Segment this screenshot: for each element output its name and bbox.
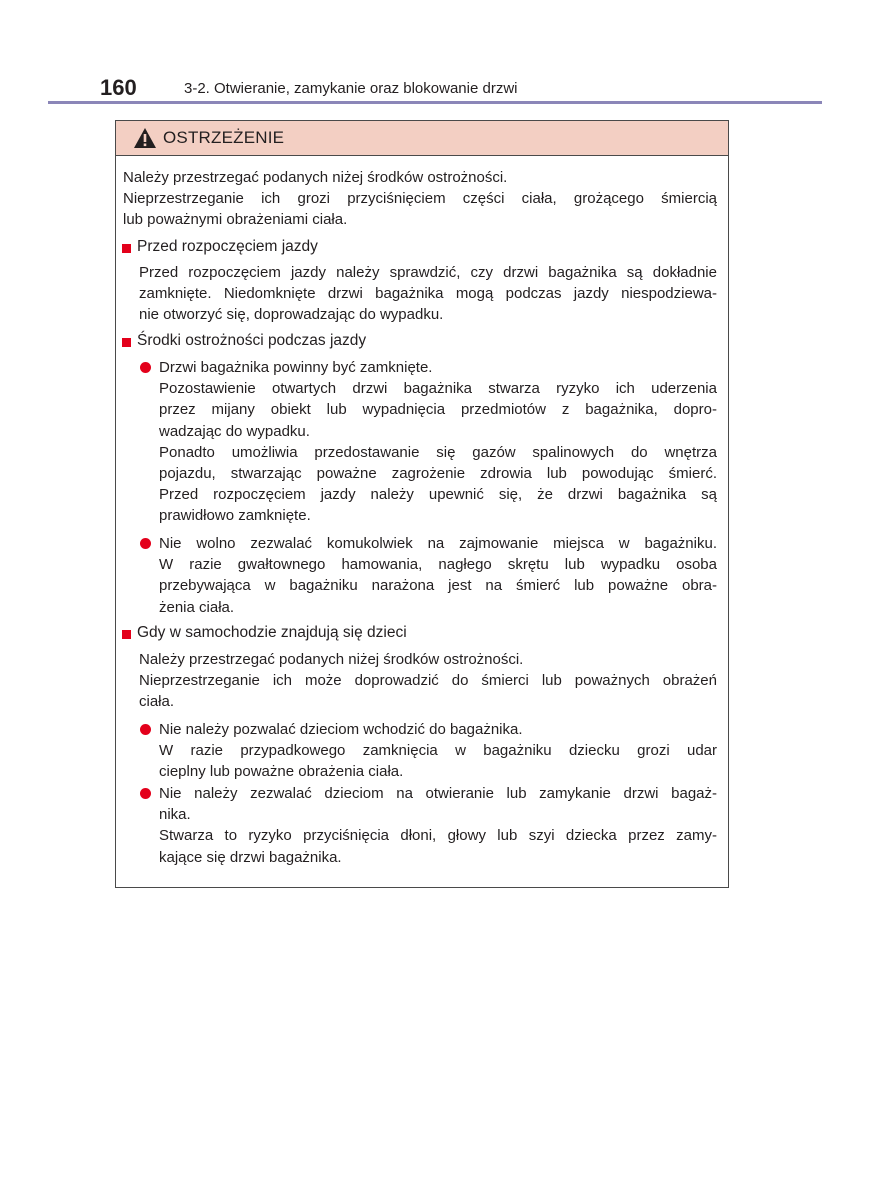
section-text — [139, 649, 717, 713]
text-line: przebywająca w bagażniku narażona jest na śmierć lub poważne obra- — [159, 577, 717, 595]
text-line: pojazdu, stwarzając poważne zagrożenie zdrowia lub powodując śmierć. — [159, 465, 717, 483]
bullet-item — [159, 357, 717, 527]
bullet-item — [159, 719, 717, 783]
text-line: Nie należy pozwalać dzieciom wchodzić do bagażnika. — [159, 721, 523, 738]
section-marker-icon — [122, 244, 131, 253]
text-line: nie otworzyć się, doprowadzając do wypadku. — [139, 306, 444, 324]
text-line: nika. — [159, 806, 191, 824]
bullet-dot-icon — [140, 788, 151, 799]
text-line: zamknięte. Niedomknięte drzwi bagażnika mogą podczas jazdy niespodziewa- — [139, 285, 717, 303]
text-line: ciała. — [139, 693, 175, 711]
page-header — [100, 74, 822, 104]
text-line: przez mijany obiekt lub wypadnięcia przedmiotów z bagażnika, dopro- — [159, 401, 717, 419]
text-line: Ponadto umożliwia przedostawanie się gazów spalinowych do wnętrza — [159, 443, 717, 461]
intro-line: Nieprzestrzeganie ich grozi przyciśnięciem części ciała, grożącego śmiercią — [123, 190, 717, 208]
text-line: W razie przypadkowego zamknięcia w bagażniku dziecku grozi udar — [159, 742, 717, 760]
section-marker-icon — [122, 338, 131, 347]
warning-box — [115, 120, 729, 888]
section-heading: Przed rozpoczęciem jazdy — [137, 238, 318, 255]
text-line: kające się drzwi bagażnika. — [159, 848, 342, 866]
text-line: żenia ciała. — [159, 598, 235, 616]
text-line: cieplny lub poważne obrażenia ciała. — [159, 763, 404, 781]
bullet-dot-icon — [140, 362, 151, 373]
section-text — [139, 262, 717, 326]
intro-line: Należy przestrzegać podanych niżej środków ostrożności. — [123, 169, 508, 186]
header-rule — [48, 101, 822, 104]
text-line: Stwarza to ryzyko przyciśnięcia dłoni, głowy lub szyi dziecka przez zamy- — [159, 827, 717, 845]
bullet-item — [159, 533, 717, 618]
bullet-item — [159, 783, 717, 868]
page-number: 160 — [100, 75, 137, 100]
bullet-dot-icon — [140, 724, 151, 735]
bullet-dot-icon — [140, 538, 151, 549]
text-line: Nieprzestrzeganie ich może doprowadzić do śmierci lub poważnych obrażeń — [139, 672, 717, 690]
text-line: Przed rozpoczęciem jazdy należy upewnić się, że drzwi bagażnika są — [159, 486, 717, 504]
warning-triangle-icon — [133, 127, 157, 149]
text-line: Należy przestrzegać podanych niżej środków ostrożności. — [139, 651, 524, 668]
intro-line: lub poważnymi obrażeniami ciała. — [123, 211, 348, 229]
text-line: prawidłowo zamknięte. — [159, 507, 311, 525]
text-line: W razie gwałtownego hamowania, nagłego skrętu lub wypadku osoba — [159, 556, 717, 574]
warning-intro — [123, 167, 717, 231]
text-line: wadzając do wypadku. — [159, 422, 310, 440]
warning-title: OSTRZEŻENIE — [163, 128, 285, 147]
text-line: Pozostawienie otwartych drzwi bagażnika stwarza ryzyko ich uderzenia — [159, 380, 717, 398]
text-line: Przed rozpoczęciem jazdy należy sprawdzić, czy drzwi bagażnika są dokładnie — [139, 264, 717, 281]
text-line: Nie wolno zezwalać komukolwiek na zajmowanie miejsca w bagażniku. — [159, 535, 717, 552]
section-marker-icon — [122, 630, 131, 639]
text-line: Drzwi bagażnika powinny być zamknięte. — [159, 359, 433, 376]
warning-header — [116, 121, 728, 156]
text-line: Nie należy zezwalać dzieciom na otwieranie lub zamykanie drzwi bagaż- — [159, 785, 717, 802]
section-heading: Środki ostrożności podczas jazdy — [137, 332, 367, 349]
section-heading: Gdy w samochodzie znajdują się dzieci — [137, 624, 407, 641]
section-title: 3-2. Otwieranie, zamykanie oraz blokowanie drzwi — [184, 80, 518, 97]
